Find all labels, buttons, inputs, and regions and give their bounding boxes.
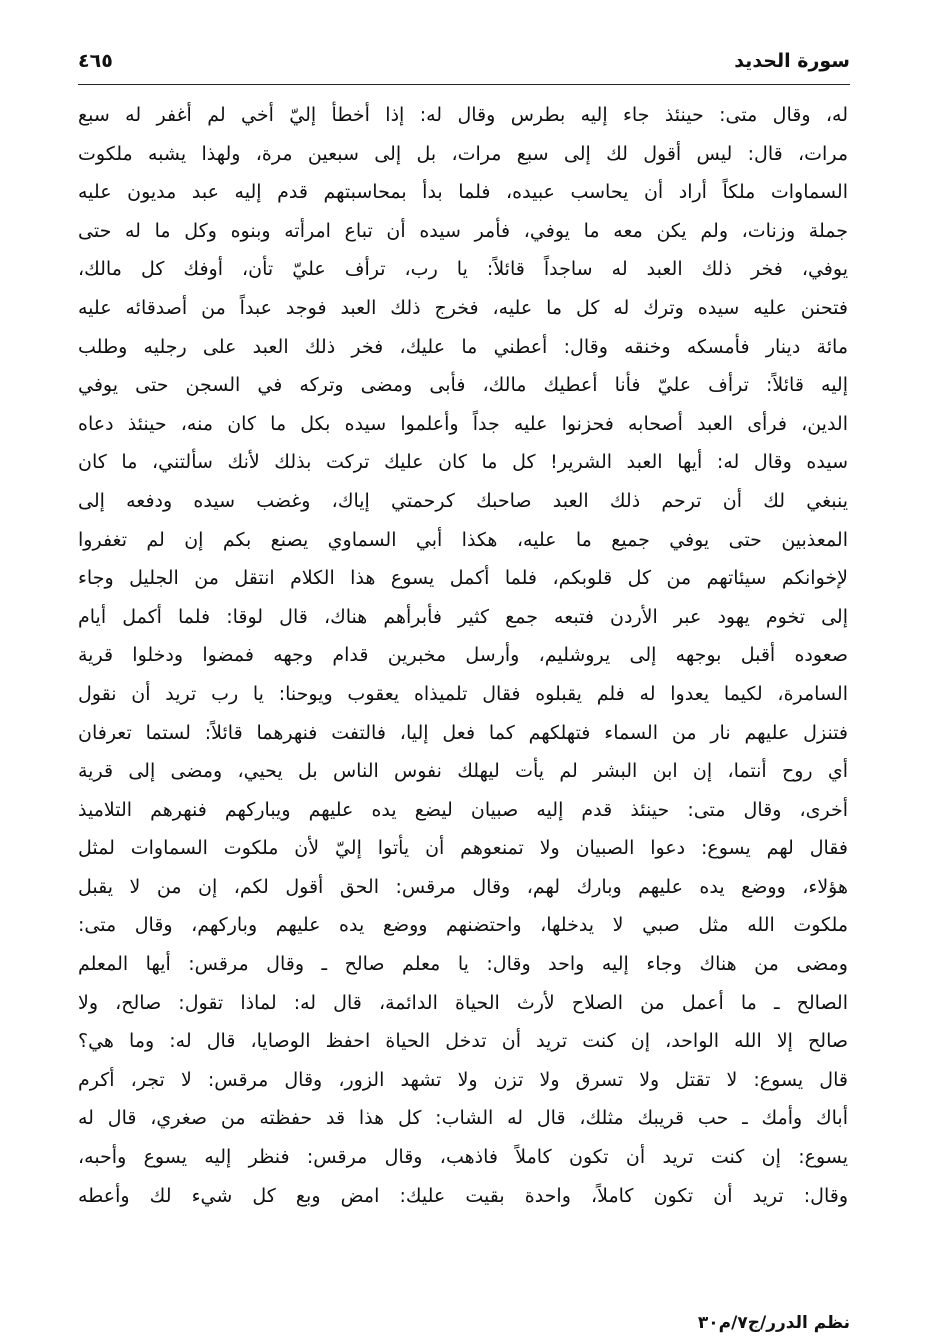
text-line: جملة وزنات، ولم يكن معه ما يوفي، فأمر سيده أن تباع امرأته وبنوه وكل ما له حتى xyxy=(78,219,848,242)
text-line: السامرة، لكيما يعدوا له فلم يقبلوه فقال تلميذاه يعقوب ويوحنا: يا رب تريد أن نقول xyxy=(78,682,848,705)
text-line: فتحنن عليه سيده وترك له كل ما عليه، فخرج ذلك العبد فوجد عبداً من أصدقائه عليه xyxy=(78,296,848,319)
text-line: أي روح أنتما، إن ابن البشر لم يأت ليهلك نفوس الناس بل يحيي، ومضى إلى قرية xyxy=(78,760,848,783)
text-line: أخرى، وقال متى: حينئذ قدم إليه صبيان ليضع يده عليهم ويباركهم فنهرهم التلاميذ xyxy=(78,798,848,821)
text-line: يسوع: إن كنت تريد أن تكون كاملاً فاذهب، وقال مرقس: فنظر إليه يسوع وأحبه، xyxy=(78,1146,848,1169)
text-line: له، وقال متى: حينئذ جاء إليه بطرس وقال له: إذا أخطأ إليّ أخي لم أغفر له سبع xyxy=(78,104,848,126)
text-line: صعوده أقبل بوجهه إلى يروشليم، وأرسل مخبرين قدام وجهه فمضوا ودخلوا قرية xyxy=(78,644,848,667)
text-line: مرات، قال: ليس أقول لك إلى سبع مرات، بل إلى سبعين مرة، ولهذا يشبه ملكوت xyxy=(78,142,848,165)
body-text xyxy=(78,96,848,1215)
text-line: المعذبين حتى يوفي جميع ما عليه، هكذا أبي السماوي يصنع بكم إن لم تغفروا xyxy=(78,528,848,551)
text-line: سيده وقال له: أيها العبد الشرير! كل ما كان عليك تركت بذلك لأنك سألتني، ما كان xyxy=(78,451,848,474)
running-head xyxy=(78,44,850,78)
text-line: إليه قائلاً: ترأف عليّ فأنا أعطيك مالك، فأبى ومضى وتركه في السجن حتى يوفي xyxy=(78,374,848,397)
text-line: ينبغي لك أن ترحم ذلك العبد صاحبك كرحمتي إياك، وغضب سيده ودفعه إلى xyxy=(78,489,848,512)
text-line: ومضى من هناك وجاء إليه واحد وقال: يا معلم صالح ـ وقال مرقس: أيها المعلم xyxy=(78,953,848,976)
text-line: قال يسوع: لا تقتل ولا تسرق ولا تزن ولا تشهد الزور، وقال مرقس: لا تجر، أكرم xyxy=(78,1068,848,1091)
footer-signature: نظم الدرر/ج٧/م٣٠ xyxy=(697,1313,850,1333)
text-line: السماوات ملكاً أراد أن يحاسب عبيده، فلما بدأ بمحاسبتهم قدم إليه عبد مديون عليه xyxy=(78,181,848,204)
text-line: الصالح ـ ما أعمل من الصلاح لأرث الحياة الدائمة، قال له: لماذا تقول: صالح، ولا xyxy=(78,991,848,1014)
text-line: أباك وأمك ـ حب قريبك مثلك، قال له الشاب: كل هذا قد حفظته من صغري، قال له xyxy=(78,1107,848,1130)
header-rule xyxy=(78,84,850,85)
text-line: هؤلاء، ووضع يده عليهم وبارك لهم، وقال مرقس: الحق أقول لكم، إن من لا يقبل xyxy=(78,875,848,898)
text-line: فتنزل عليهم نار من السماء فتهلكهم كما فعل إليا، فالتفت فنهرهما قائلاً: لستما تعرفان xyxy=(78,721,848,744)
text-line: مائة دينار فأمسكه وخنقه وقال: أعطني ما عليك، فخر ذلك العبد على رجليه وطلب xyxy=(78,335,848,358)
text-line: ملكوت الله مثل صبي لا يدخلها، واحتضنهم ووضع يده عليهم وباركهم، وقال متى: xyxy=(78,914,848,937)
text-line: وقال: تريد أن تكون كاملاً، واحدة بقيت عليك: امض وبع كل شيء لك وأعطه xyxy=(78,1184,848,1207)
text-line: صالح إلا الله الواحد، إن كنت تريد أن تدخل الحياة احفظ الوصايا، قال له: وما هي؟ xyxy=(78,1030,848,1053)
surah-title: سورة الحديد xyxy=(734,50,850,72)
text-line: الدين، فرأى العبد أصحابه فحزنوا عليه جداً وأعلموا سيده بكل ما كان منه، حينئذ دعاه xyxy=(78,412,848,435)
text-line: لإخوانكم سيئاتهم من كل قلوبكم، فلما أكمل يسوع هذا الكلام انتقل من الجليل وجاء xyxy=(78,567,848,590)
text-line: إلى تخوم يهود عبر الأردن فتبعه جمع كثير فأبرأهم هناك، قال لوقا: فلما أكمل أيام xyxy=(78,605,848,628)
text-line: يوفي، فخر ذلك العبد له ساجداً قائلاً: يا رب، ترأف عليّ تأن، أوفك كل مالك، xyxy=(78,258,848,281)
page-number: ٤٦٥ xyxy=(78,50,113,72)
text-line: فقال لهم يسوع: دعوا الصبيان ولا تمنعوهم أن يأتوا إليّ لأن ملكوت السماوات لمثل xyxy=(78,837,848,860)
